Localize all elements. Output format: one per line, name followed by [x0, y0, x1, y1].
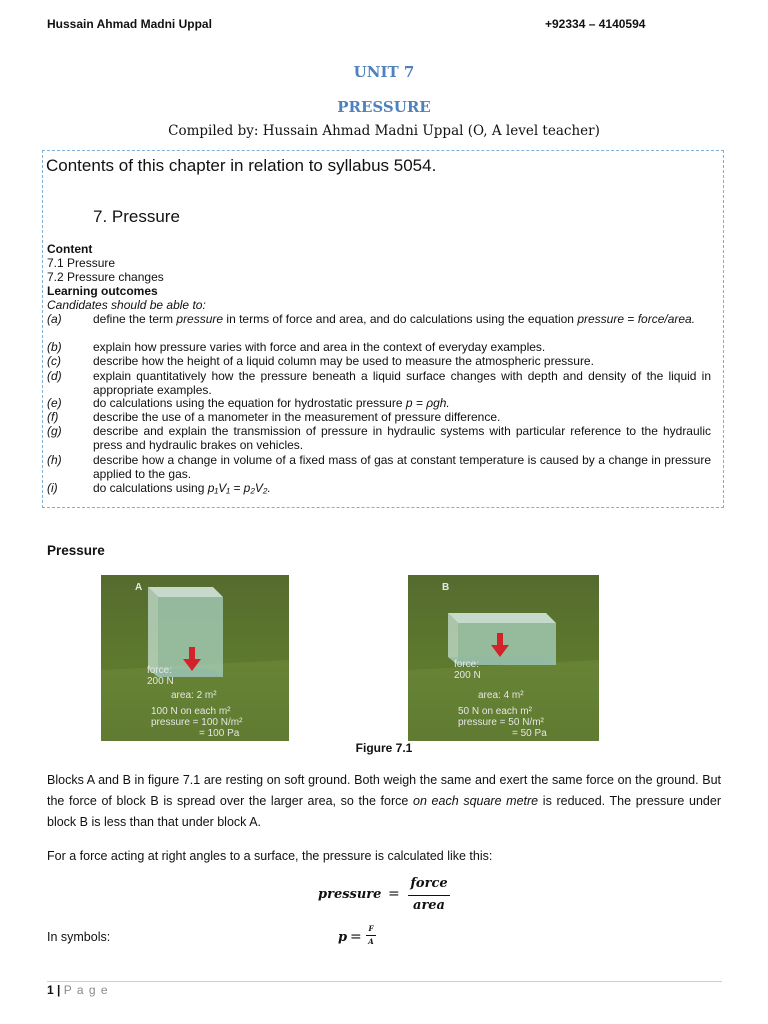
block-b-pressure: pressure = 50 N/m²: [458, 717, 544, 728]
box-subtitle: 7. Pressure: [93, 207, 180, 226]
equation-equals: =: [388, 886, 400, 902]
symbols-denominator: A: [368, 937, 374, 946]
objective-letter: (h): [47, 453, 62, 467]
objective-letter: (a): [47, 312, 62, 326]
figure-block-a-image: [101, 575, 289, 741]
equation-denominator: area: [413, 898, 445, 913]
objective-text: do calculations using the equation for hydrostatic pressure p = ρgh.: [93, 396, 450, 410]
objective-text: describe and explain the transmission of pressure in hydraulic systems with particular reference to the hydraulic press and hydraulic brakes on vehicles.: [93, 424, 711, 452]
box-title: Contents of this chapter in relation to syllabus 5054.: [46, 156, 437, 175]
block-a-pa: = 100 Pa: [199, 728, 240, 739]
figure-block-b-image: [408, 575, 599, 741]
objective-text: describe the use of a manometer in the measurement of pressure difference.: [93, 410, 501, 424]
pressure-equation: [318, 876, 458, 916]
objective-text: do calculations using p₁V₁ = p₂V₂.: [93, 481, 271, 495]
page-separator: |: [57, 983, 61, 997]
content-item: 7.1 Pressure: [47, 256, 116, 270]
equation-numerator: force: [410, 876, 448, 891]
objective-letter: (e): [47, 396, 62, 410]
content-heading: Content: [47, 242, 93, 256]
footer-divider: [47, 981, 722, 982]
objective-letter: (b): [47, 340, 62, 354]
figure-caption: Figure 7.1: [355, 741, 413, 755]
block-b-area: area: 4 m²: [478, 690, 524, 701]
compiled-by: Compiled by: Hussain Ahmad Madni Uppal (O, A level teacher): [168, 123, 600, 139]
symbols-label: In symbols:: [47, 930, 111, 944]
author-name: Hussain Ahmad Madni Uppal: [47, 17, 212, 31]
objective-letter: (c): [47, 354, 61, 368]
objective-text: describe how a change in volume of a fixed mass of gas at constant temperature is caused by a change in pressure applied to the gas.: [93, 453, 711, 481]
block-b-each: 50 N on each m²: [458, 706, 532, 717]
symbols-fraction-bar: [366, 935, 376, 936]
page-footer: [47, 983, 109, 997]
objective-letter: (g): [47, 424, 62, 438]
block-b-pa: = 50 Pa: [512, 728, 547, 739]
equation-lhs: pressure: [318, 887, 382, 902]
symbols-equals: =: [350, 929, 362, 945]
objective-text: describe how the height of a liquid column may be used to measure the atmospheric pressure.: [93, 354, 594, 368]
author-phone: +92334 – 4140594: [545, 17, 646, 31]
block-b-force: force:: [454, 659, 480, 670]
objective-text: define the term pressure in terms of force and area, and do calculations using the equation pressure = force/area.: [93, 312, 696, 326]
paragraph-2: For a force acting at right angles to a surface, the pressure is calculated like this:: [47, 849, 493, 863]
block-a-area: area: 2 m²: [171, 690, 217, 701]
block-a-force: force:: [147, 665, 173, 676]
outcomes-intro: Candidates should be able to:: [47, 298, 206, 312]
block-a-force-value: 200 N: [147, 676, 174, 687]
block-a-label: A: [135, 582, 143, 593]
symbols-lhs: p: [338, 930, 348, 945]
fraction-bar: [408, 895, 450, 896]
outcomes-heading: Learning outcomes: [47, 284, 158, 298]
block-b-force-value: 200 N: [454, 670, 481, 681]
unit-heading: UNIT 7: [353, 63, 415, 81]
objective-text: explain how pressure varies with force and area in the context of everyday examples.: [93, 340, 546, 354]
objective-letter: (f): [47, 410, 59, 424]
objective-letter: (d): [47, 369, 62, 383]
page-word: P a g e: [63, 983, 109, 997]
paragraph-1: Blocks A and B in figure 7.1 are resting on soft ground. Both weigh the same and exert the same force on the ground. But the force of block B is spread over the larger area, so the force on each square metre is reduced. The pressure under block B is less than that under block A.: [47, 773, 721, 829]
page-title: PRESSURE: [337, 98, 431, 116]
objective-letter: (i): [47, 481, 58, 495]
page-number: 1: [47, 983, 54, 997]
symbols-numerator: F: [368, 924, 374, 933]
section-heading: Pressure: [47, 543, 105, 558]
block-b-label: B: [442, 582, 450, 593]
content-item: 7.2 Pressure changes: [47, 270, 164, 284]
objective-text: explain quantitatively how the pressure beneath a liquid surface changes with depth and density of the liquid in appropriate examples.: [93, 369, 711, 397]
symbols-equation: [338, 924, 388, 954]
block-a-each: 100 N on each m²: [151, 706, 231, 717]
block-a-pressure: pressure = 100 N/m²: [151, 717, 243, 728]
